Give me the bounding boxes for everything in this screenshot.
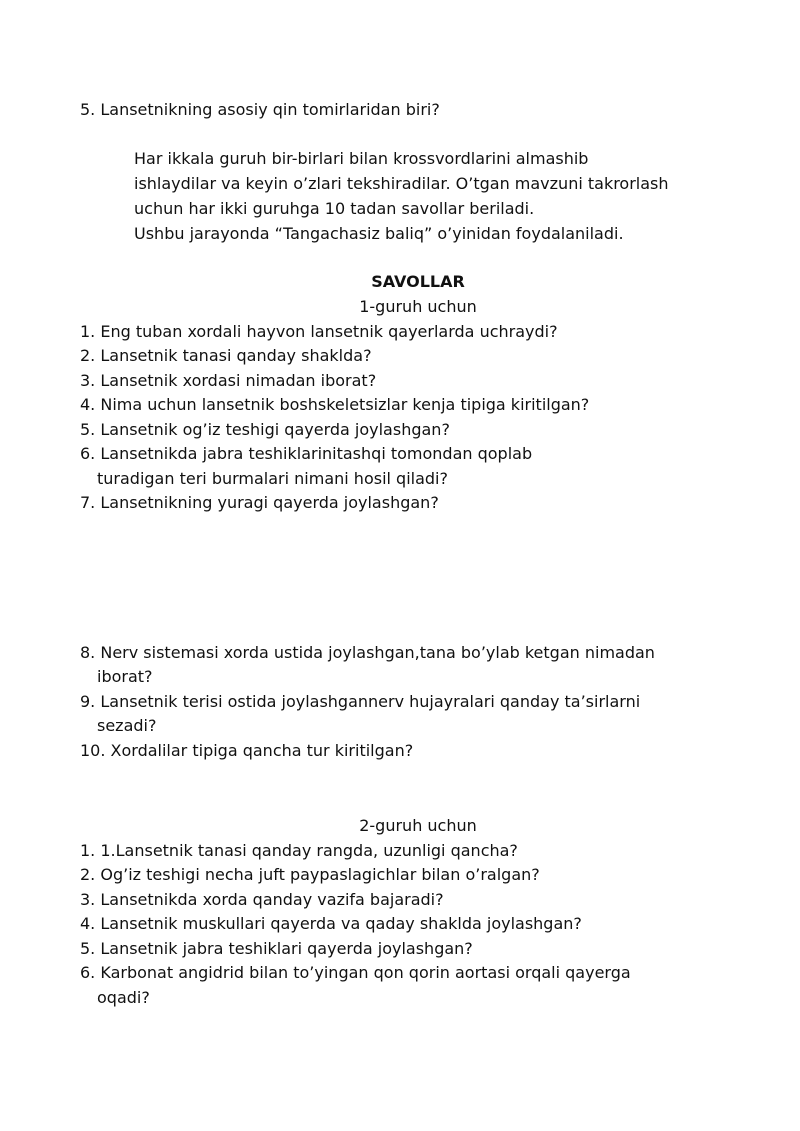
intro-line: Har ikkala guruh bir-birlari bilan krossvordlarini almashib	[134, 149, 589, 168]
group2-title: 2-guruh uchun	[359, 816, 477, 835]
top-question: 5. Lansetnikning asosiy qin tomirlaridan biri?	[80, 100, 440, 119]
list-item: 8. Nerv sistemasi xorda ustida joylashgan,tana bo’ylab ketgan nimadan	[80, 643, 655, 662]
list-item-continuation: turadigan teri burmalari nimani hosil qiladi?	[97, 469, 448, 488]
list-item: 1. 1.Lansetnik tanasi qanday rangda, uzunligi qancha?	[80, 841, 518, 860]
list-item: 2. Lansetnik tanasi qanday shaklda?	[80, 346, 372, 365]
intro-line: uchun har ikki guruhga 10 tadan savollar beriladi.	[134, 199, 535, 218]
list-item-continuation: sezadi?	[97, 716, 157, 735]
list-item: 2. Og’iz teshigi necha juft paypaslagichlar bilan o’ralgan?	[80, 865, 540, 884]
list-item: 5. Lansetnik og’iz teshigi qayerda joylashgan?	[80, 420, 450, 439]
list-item: 5. Lansetnik jabra teshiklari qayerda joylashgan?	[80, 939, 473, 958]
list-item: 9. Lansetnik terisi ostida joylashgannerv hujayralari qanday ta’sirlarni	[80, 692, 641, 711]
list-item: 6. Karbonat angidrid bilan to’yingan qon qorin aortasi orqali qayerga	[80, 963, 631, 982]
list-item: 3. Lansetnik xordasi nimadan iborat?	[80, 371, 377, 390]
intro-line: Ushbu jarayonda “Tangachasiz baliq” o’yinidan foydalaniladi.	[134, 224, 624, 243]
list-item: 10. Xordalilar tipiga qancha tur kiritilgan?	[80, 741, 414, 760]
list-item: 7. Lansetnikning yuragi qayerda joylashgan?	[80, 493, 439, 512]
list-item: 3. Lansetnikda xorda qanday vazifa bajaradi?	[80, 890, 444, 909]
list-item-continuation: iborat?	[97, 667, 153, 686]
list-item: 1. Eng tuban xordali hayvon lansetnik qayerlarda uchraydi?	[80, 322, 558, 341]
list-item: 6. Lansetnikda jabra teshiklarinitashqi tomondan qoplab	[80, 444, 533, 463]
list-item: 4. Lansetnik muskullari qayerda va qaday shaklda joylashgan?	[80, 914, 582, 933]
intro-line: ishlaydilar va keyin o’zlari tekshiradilar. O’tgan mavzuni takrorlash	[134, 174, 669, 193]
group1-title: 1-guruh uchun	[359, 297, 477, 316]
section-heading: SAVOLLAR	[371, 272, 465, 291]
list-item-continuation: oqadi?	[97, 988, 150, 1007]
list-item: 4. Nima uchun lansetnik boshskeletsizlar kenja tipiga kiritilgan?	[80, 395, 590, 414]
